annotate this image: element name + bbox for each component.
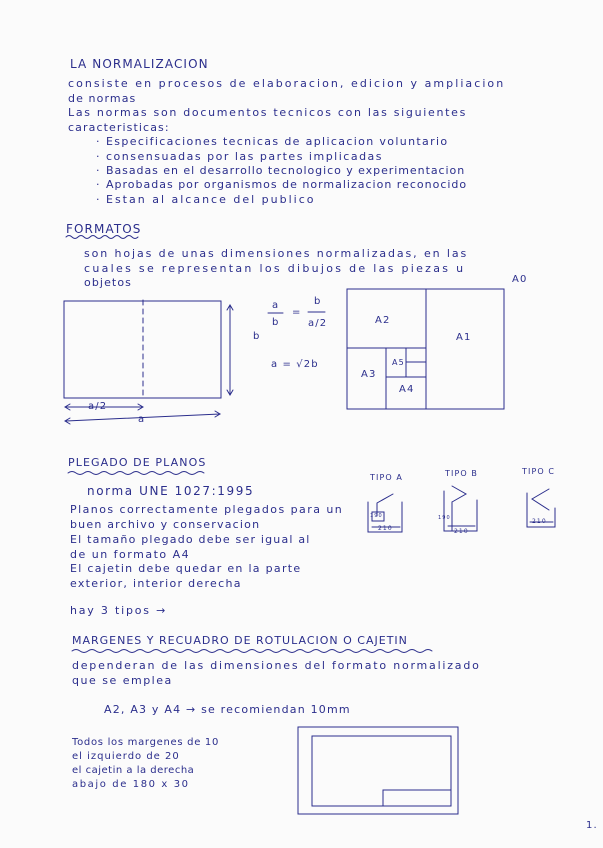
margins-sheet-outer bbox=[298, 727, 458, 814]
title-plegado: PLEGADO DE PLANOS bbox=[68, 456, 207, 469]
text-line: caracteristicas: bbox=[68, 121, 170, 134]
text-line: buen archivo y conservacion bbox=[70, 518, 261, 531]
label-tipo-c: TIPO C bbox=[522, 467, 556, 476]
dim-tipo-a-190: 190 bbox=[370, 513, 383, 519]
dim-tipo-b: 210 bbox=[454, 528, 469, 535]
page-number: 1. bbox=[586, 820, 598, 831]
text-line: el cajetin a la derecha bbox=[72, 765, 195, 776]
text-line: que se emplea bbox=[72, 674, 173, 687]
text-line: El tamaño plegado debe ser igual al bbox=[70, 533, 311, 546]
dim-tipo-c: 210 bbox=[532, 518, 547, 525]
format-label-a4: A4 bbox=[399, 384, 415, 395]
cajetin-box bbox=[383, 790, 451, 806]
format-label-a1: A1 bbox=[456, 332, 472, 343]
title-formatos: FORMATOS bbox=[66, 222, 142, 236]
bullet-item: consensuadas por las partes implicadas bbox=[106, 150, 384, 163]
format-label-a3: A3 bbox=[361, 369, 377, 380]
ratio-a: a bbox=[272, 300, 280, 311]
format-label-a0: A0 bbox=[512, 274, 528, 285]
text-line: dependeran de las dimensiones del formato normalizado bbox=[72, 659, 481, 672]
tipo-c-fold bbox=[532, 489, 549, 510]
bullet-item: Aprobadas por organismos de normalizacion reconocido bbox=[106, 178, 468, 191]
title-normalizacion: LA NORMALIZACION bbox=[70, 57, 209, 71]
formula-a-root2-b: a = √2b bbox=[271, 359, 319, 370]
format-label-a5: A5 bbox=[392, 358, 405, 367]
text-line: consiste en procesos de elaboracion, edicion y ampliacion bbox=[68, 77, 506, 90]
bullet-dot: · bbox=[96, 150, 101, 163]
bullet-dot: · bbox=[96, 135, 101, 148]
dimension-line-a bbox=[66, 414, 220, 421]
text-line: Todos los margenes de 10 bbox=[72, 737, 220, 748]
ratio-equals: = bbox=[292, 307, 302, 318]
bullet-item: Basadas en el desarrollo tecnologico y experimentacion bbox=[106, 164, 466, 177]
tipo-a-cajetin bbox=[372, 512, 384, 521]
wavy-underline-margenes bbox=[72, 650, 432, 653]
norm-label: norma UNE 1027:1995 bbox=[87, 484, 255, 498]
label-tipo-b: TIPO B bbox=[445, 469, 478, 478]
wavy-underline-formatos bbox=[66, 236, 138, 239]
wavy-underline-plegado bbox=[68, 472, 204, 475]
text-line: exterior, interior derecha bbox=[70, 577, 242, 590]
bullet-dot: · bbox=[96, 164, 101, 177]
text-line: de normas bbox=[68, 92, 137, 105]
title-margenes: MARGENES Y RECUADRO DE ROTULACION O CAJETIN bbox=[72, 634, 408, 647]
margins-sheet-inner bbox=[312, 736, 451, 806]
text-line: A2, A3 y A4 → se recomiendan 10mm bbox=[104, 703, 351, 716]
bullet-item: Estan al alcance del publico bbox=[106, 193, 316, 206]
bullet-item: Especificaciones tecnicas de aplicacion voluntario bbox=[106, 135, 449, 148]
text-line: son hojas de unas dimensiones normalizadas, en las bbox=[84, 247, 469, 260]
tipo-a-fold bbox=[377, 494, 393, 516]
dimension-label-b: b bbox=[253, 331, 261, 342]
ratio-b: b bbox=[272, 317, 280, 328]
bullet-dot: · bbox=[96, 178, 101, 191]
ratio-b2: b bbox=[314, 296, 322, 307]
dimension-label-a: a bbox=[138, 414, 146, 425]
dim-tipo-a: 210 bbox=[378, 525, 393, 532]
text-line: hay 3 tipos → bbox=[70, 604, 168, 617]
text-line: Planos correctamente plegados para un bbox=[70, 503, 344, 516]
text-line: Las normas son documentos tecnicos con las siguientes bbox=[68, 106, 468, 119]
text-line: de un formato A4 bbox=[70, 548, 191, 561]
dim-tipo-b-190: 190 bbox=[438, 515, 451, 521]
ratio-a-half: a/2 bbox=[308, 318, 328, 329]
text-line: cuales se representan los dibujos de las piezas u bbox=[84, 262, 466, 275]
dimension-label-a-half: a/2 bbox=[88, 401, 108, 412]
text-line: abajo de 180 x 30 bbox=[72, 779, 190, 790]
text-line: el izquierdo de 20 bbox=[72, 751, 180, 762]
text-line: objetos bbox=[84, 276, 133, 289]
text-line: El cajetin debe quedar en la parte bbox=[70, 562, 302, 575]
label-tipo-a: TIPO A bbox=[370, 473, 403, 482]
format-label-a2: A2 bbox=[375, 315, 391, 326]
tipo-b-fold bbox=[452, 486, 466, 502]
bullet-dot: · bbox=[96, 193, 101, 206]
